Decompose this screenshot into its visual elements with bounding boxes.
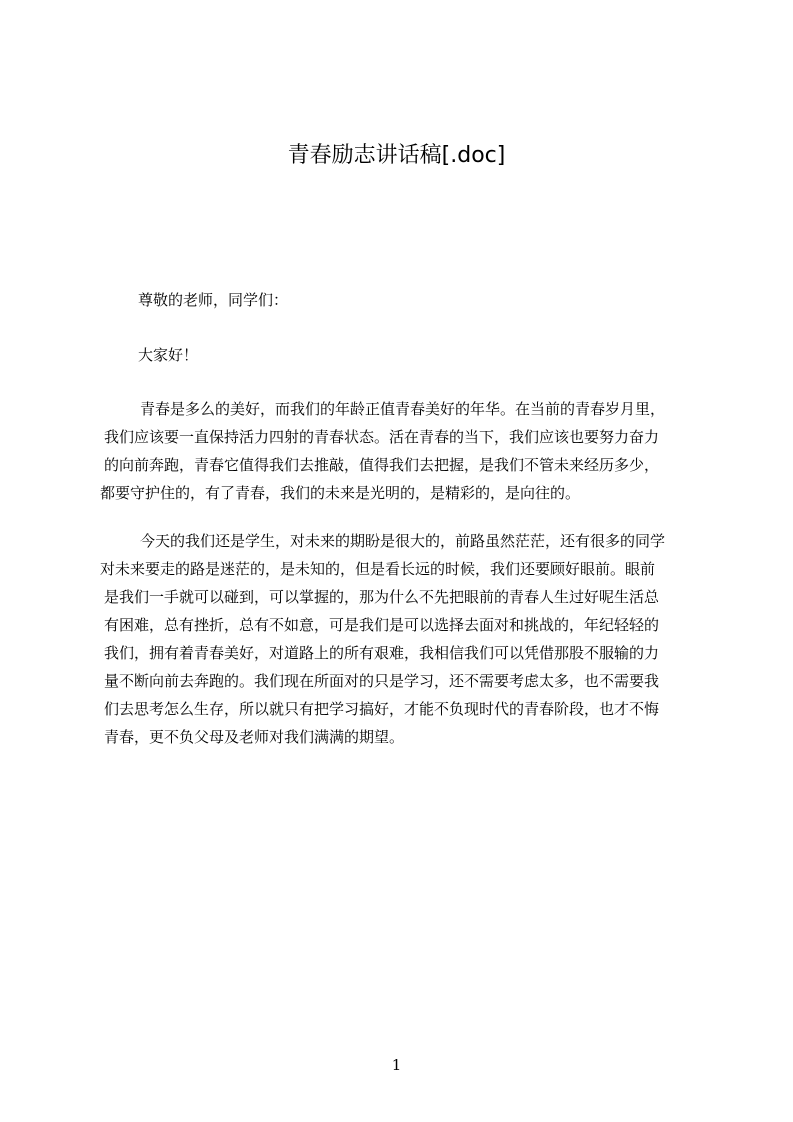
- paragraph-line: 我们应该要一直保持活力四射的青春状态。活在青春的当下，我们应该也要努力奋力: [104, 428, 660, 446]
- paragraph-2: [100, 527, 696, 751]
- paragraph-line: 的向前奔跑，青春它值得我们去推敲，值得我们去把握，是我们不管未来经历多少，: [104, 456, 660, 474]
- paragraph-line: 们去思考怎么生存，所以就只有把学习搞好，才能不负现时代的青春阶段，也才不悔: [104, 700, 660, 718]
- paragraph-line: 都要守护住的，有了青春，我们的未来是光明的，是精彩的，是向往的。: [100, 484, 581, 502]
- salutation: [138, 286, 288, 314]
- greeting-text: 大家好！: [138, 346, 199, 364]
- paragraph-line: 我们，拥有着青春美好，对道路上的所有艰难，我相信我们可以凭借那股不服输的力: [104, 644, 660, 662]
- paragraph-line: 是我们一手就可以碰到，可以掌握的，那为什么不先把眼前的青春人生过好呢生活总: [104, 588, 660, 606]
- paragraph-line: 量不断向前去奔跑的。我们现在所面对的只是学习，还不需要考虑太多，也不需要我: [104, 672, 660, 690]
- paragraph-line: 今天的我们还是学生，对未来的期盼是很大的，前路虽然茫茫，还有很多的同学: [140, 532, 666, 550]
- document-title: 青春励志讲话稿[.doc]: [287, 143, 506, 168]
- page-number: 1: [391, 1056, 402, 1074]
- paragraph-line: 对未来要走的路是迷茫的，是未知的，但是看长远的时候，我们还要顾好眼前。眼前: [100, 560, 656, 578]
- paragraph-line: 有困难，总有挫折，总有不如意，可是我们是可以选择去面对和挑战的，年纪轻轻的: [104, 616, 660, 634]
- paragraph-line: 青春是多么的美好，而我们的年龄正值青春美好的年华。在当前的青春岁月里，: [140, 400, 666, 418]
- salutation-text: 尊敬的老师，同学们：: [138, 291, 289, 309]
- greeting: [138, 341, 198, 369]
- paragraph-line: 青春，更不负父母及老师对我们满满的期望。: [104, 728, 405, 746]
- paragraph-1: [100, 395, 696, 507]
